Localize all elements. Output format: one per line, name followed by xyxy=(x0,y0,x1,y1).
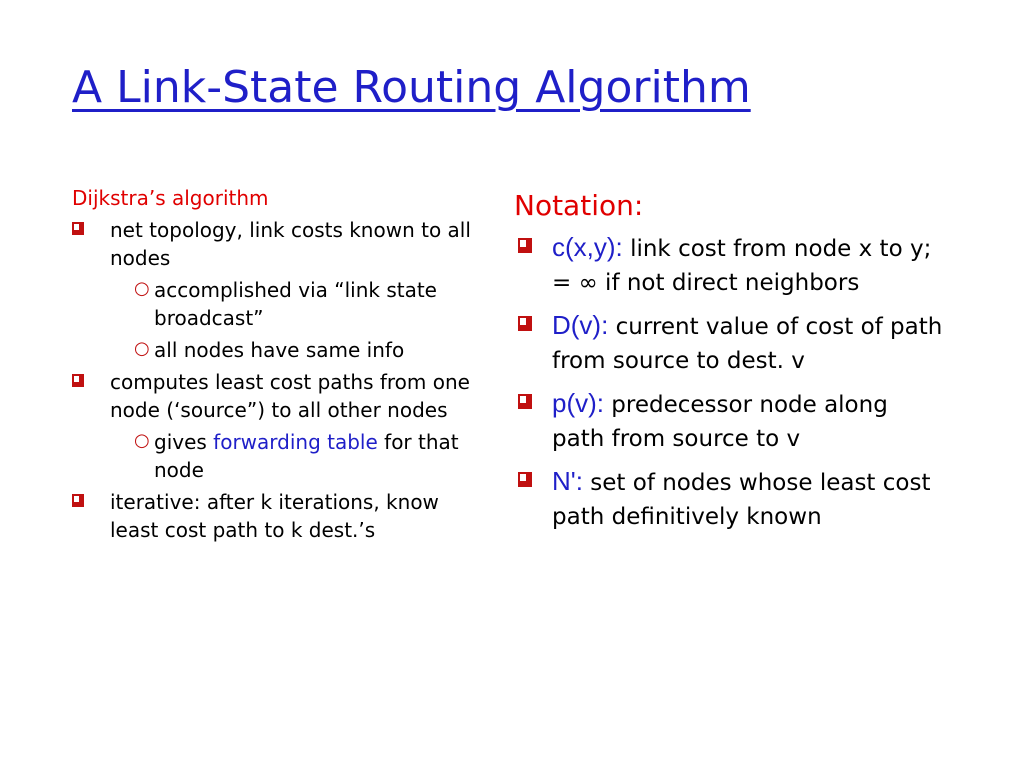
notation-heading: Notation: xyxy=(514,189,644,222)
sub-list-item xyxy=(110,276,482,332)
slide-title: A Link-State Routing Algorithm xyxy=(72,62,751,113)
list-item-text: iterative: after k iterations, know least cost path to k dest.’s xyxy=(110,490,439,542)
square-bullet-icon xyxy=(72,494,84,507)
sub-list-item xyxy=(110,428,482,484)
notation-desc: predecessor node along path from source to v xyxy=(552,392,888,452)
notation-item xyxy=(514,464,944,534)
notation-list xyxy=(514,230,944,534)
circle-bullet-icon: ○ xyxy=(134,338,150,359)
square-bullet-icon xyxy=(518,394,532,409)
square-bullet-icon xyxy=(518,238,532,253)
notation-desc: current value of cost of path from source to dest. v xyxy=(552,314,943,374)
square-bullet-icon xyxy=(518,316,532,331)
circle-bullet-icon: ○ xyxy=(134,430,150,451)
sub-list-item xyxy=(110,336,482,364)
notation-desc: link cost from node x to y; = ∞ if not direct neighbors xyxy=(552,236,932,296)
sub-list-item-text: accomplished via “link state broadcast” xyxy=(154,278,437,330)
dijkstra-heading: Dijkstra’s algorithm xyxy=(72,186,269,210)
sub-list-item-text-before: gives xyxy=(154,430,214,454)
sub-list-item-text-after: for that node xyxy=(154,430,459,482)
notation-item xyxy=(514,386,944,456)
list-item xyxy=(72,368,482,484)
square-bullet-icon xyxy=(72,374,84,387)
list-item-text: net topology, link costs known to all nodes xyxy=(110,218,471,270)
left-column xyxy=(72,184,482,546)
notation-item xyxy=(514,230,944,300)
notation-item xyxy=(514,308,944,378)
notation-term: D(v): xyxy=(552,310,609,340)
notation-term: N': xyxy=(552,466,583,496)
left-bullet-list xyxy=(72,216,482,544)
square-bullet-icon xyxy=(518,472,532,487)
sub-bullet-list xyxy=(110,428,482,484)
square-bullet-icon xyxy=(72,222,84,235)
sub-list-item-text: all nodes have same info xyxy=(154,338,405,362)
forwarding-table-term: forwarding table xyxy=(213,430,378,454)
list-item xyxy=(72,488,482,544)
list-item-text: computes least cost paths from one node (‘source”) to all other nodes xyxy=(110,370,470,422)
circle-bullet-icon: ○ xyxy=(134,278,150,299)
notation-desc: set of nodes whose least cost path definitively known xyxy=(552,470,931,530)
list-item xyxy=(72,216,482,364)
right-column xyxy=(514,188,944,542)
notation-term: p(v): xyxy=(552,388,604,418)
sub-bullet-list xyxy=(110,276,482,364)
notation-term: c(x,y): xyxy=(552,232,623,262)
